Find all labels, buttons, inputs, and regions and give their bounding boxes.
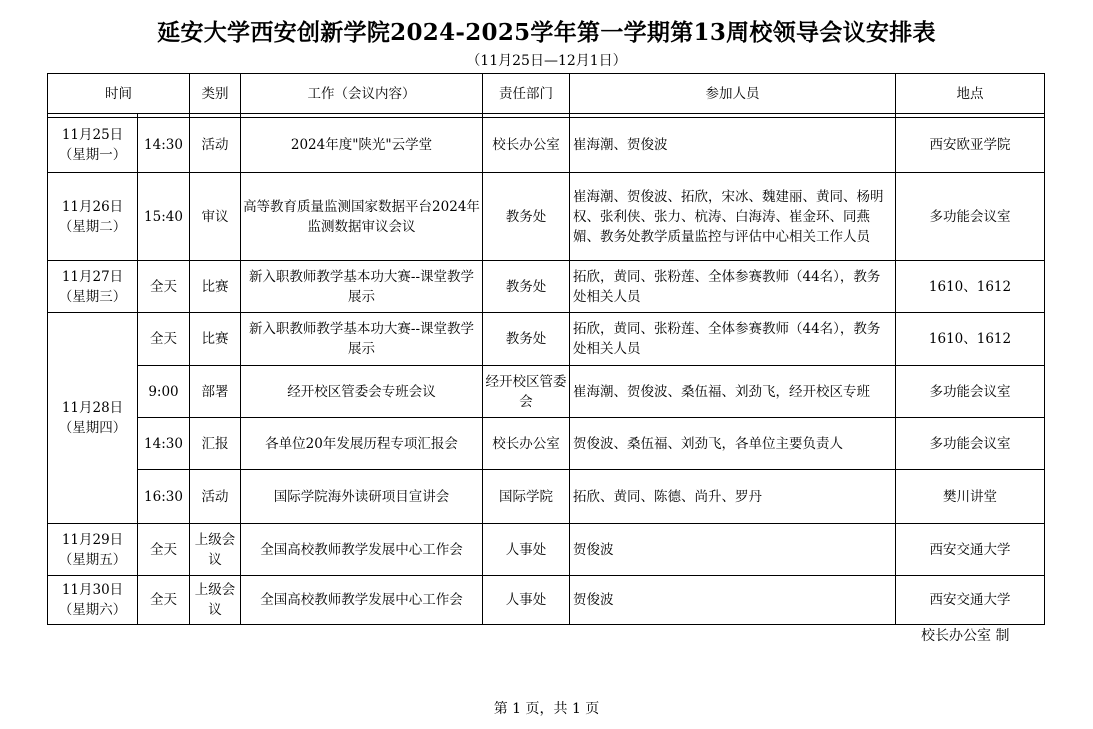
- work-cell: 经开校区管委会专班会议: [241, 366, 483, 418]
- table-row: [48, 118, 1045, 173]
- location-cell: 西安交通大学: [896, 576, 1045, 625]
- day-cell: [48, 524, 138, 576]
- participants-cell: 拓欣，黄同、张粉莲、全体参赛教师（44名），教务处相关人员: [570, 313, 896, 366]
- dept-cell: 人事处: [483, 576, 570, 625]
- category-cell: 比赛: [190, 261, 241, 313]
- table-row: [48, 261, 1045, 313]
- table-row: [48, 418, 1045, 470]
- day-date: 11月29日: [61, 531, 124, 548]
- work-cell: 新入职教师教学基本功大赛--课堂教学展示: [241, 261, 483, 313]
- location-cell: 樊川讲堂: [896, 470, 1045, 524]
- table-row: [48, 576, 1045, 625]
- time-cell: 全天: [138, 576, 190, 625]
- participants-cell: 崔海潮、贺俊波、桑伍福、刘劲飞，经开校区专班: [570, 366, 896, 418]
- day-date: 11月30日: [61, 582, 124, 598]
- header-location: 地点: [896, 74, 1045, 114]
- category-cell: 汇报: [190, 418, 241, 470]
- day-cell: [48, 261, 138, 313]
- issuer-note: 校长办公室 制: [921, 628, 1010, 644]
- work-cell: 国际学院海外读研项目宣讲会: [241, 470, 483, 524]
- time-cell: 16:30: [138, 470, 190, 524]
- dept-cell: 经开校区管委会: [483, 366, 570, 418]
- participants-cell: 拓欣，黄同、张粉莲、全体参赛教师（44名），教务处相关人员: [570, 261, 896, 313]
- day-date: 11月26日: [61, 198, 124, 215]
- dept-cell: 人事处: [483, 524, 570, 576]
- table-row: [48, 366, 1045, 418]
- day-weekday: （星期六）: [58, 602, 127, 618]
- day-cell: [48, 313, 138, 524]
- time-cell: 9:00: [138, 366, 190, 418]
- location-cell: 1610、1612: [896, 261, 1045, 313]
- work-cell: 新入职教师教学基本功大赛--课堂教学展示: [241, 313, 483, 366]
- category-cell: 活动: [190, 470, 241, 524]
- header-category: 类别: [190, 74, 241, 114]
- work-cell: 全国高校教师教学发展中心工作会: [241, 524, 483, 576]
- participants-cell: 崔海潮、贺俊波、拓欣，宋冰、魏建丽、黄同、杨明权、张利侠、张力、杭涛、白海涛、崔金环、同燕媚、教务处教学质量监控与评估中心相关工作人员: [570, 173, 896, 261]
- work-cell: 高等教育质量监测国家数据平台2024年监测数据审议会议: [241, 173, 483, 261]
- day-cell: [48, 118, 138, 173]
- category-cell: 上级会议: [190, 576, 241, 625]
- time-cell: 全天: [138, 524, 190, 576]
- header-dept: 责任部门: [483, 74, 570, 114]
- table-row: [48, 173, 1045, 261]
- category-cell: 上级会议: [190, 524, 241, 576]
- work-cell: 2024年度"陕光"云学堂: [241, 118, 483, 173]
- schedule-table: [47, 73, 1045, 625]
- table-row: [48, 524, 1045, 576]
- location-cell: 多功能会议室: [896, 418, 1045, 470]
- time-cell: 14:30: [138, 118, 190, 173]
- day-cell: [48, 576, 138, 625]
- work-cell: 全国高校教师教学发展中心工作会: [241, 576, 483, 625]
- page-number: 第 1 页，共 1 页: [493, 701, 600, 717]
- table-row: [48, 313, 1045, 366]
- page-title: 延安大学西安创新学院2024-2025学年第一学期第13周校领导会议安排表: [157, 19, 936, 46]
- category-cell: 比赛: [190, 313, 241, 366]
- participants-cell: 贺俊波: [570, 576, 896, 625]
- dept-cell: 教务处: [483, 313, 570, 366]
- dept-cell: 校长办公室: [483, 118, 570, 173]
- day-date: 11月25日: [61, 127, 124, 143]
- table-header-row: [48, 74, 1045, 114]
- category-cell: 审议: [190, 173, 241, 261]
- day-weekday: （星期一）: [58, 147, 127, 163]
- dept-cell: 校长办公室: [483, 418, 570, 470]
- time-cell: 14:30: [138, 418, 190, 470]
- location-cell: 多功能会议室: [896, 173, 1045, 261]
- location-cell: 西安交通大学: [896, 524, 1045, 576]
- dept-cell: 教务处: [483, 173, 570, 261]
- dept-cell: 国际学院: [483, 470, 570, 524]
- work-cell: 各单位20年发展历程专项汇报会: [241, 418, 483, 470]
- participants-cell: 贺俊波: [570, 524, 896, 576]
- header-time: 时间: [48, 74, 190, 114]
- time-cell: 全天: [138, 313, 190, 366]
- location-cell: 西安欧亚学院: [896, 118, 1045, 173]
- day-weekday: （星期三）: [58, 288, 127, 305]
- location-cell: 多功能会议室: [896, 366, 1045, 418]
- participants-cell: 崔海潮、贺俊波: [570, 118, 896, 173]
- participants-cell: 拓欣、黄同、陈德、尚升、罗丹: [570, 470, 896, 524]
- time-cell: 全天: [138, 261, 190, 313]
- time-cell: 15:40: [138, 173, 190, 261]
- day-date: 11月27日: [61, 268, 124, 285]
- day-cell: [48, 173, 138, 261]
- location-cell: 1610、1612: [896, 313, 1045, 366]
- day-weekday: （星期二）: [58, 218, 127, 235]
- dept-cell: 教务处: [483, 261, 570, 313]
- header-work: 工作（会议内容）: [241, 74, 483, 114]
- day-weekday: （星期四）: [58, 420, 127, 436]
- category-cell: 活动: [190, 118, 241, 173]
- participants-cell: 贺俊波、桑伍福、刘劲飞，各单位主要负责人: [570, 418, 896, 470]
- day-date: 11月28日: [61, 400, 124, 416]
- table-row: [48, 470, 1045, 524]
- date-range-subtitle: （11月25日—12月1日）: [466, 53, 627, 69]
- category-cell: 部署: [190, 366, 241, 418]
- header-participants: 参加人员: [570, 74, 896, 114]
- day-weekday: （星期五）: [58, 551, 127, 568]
